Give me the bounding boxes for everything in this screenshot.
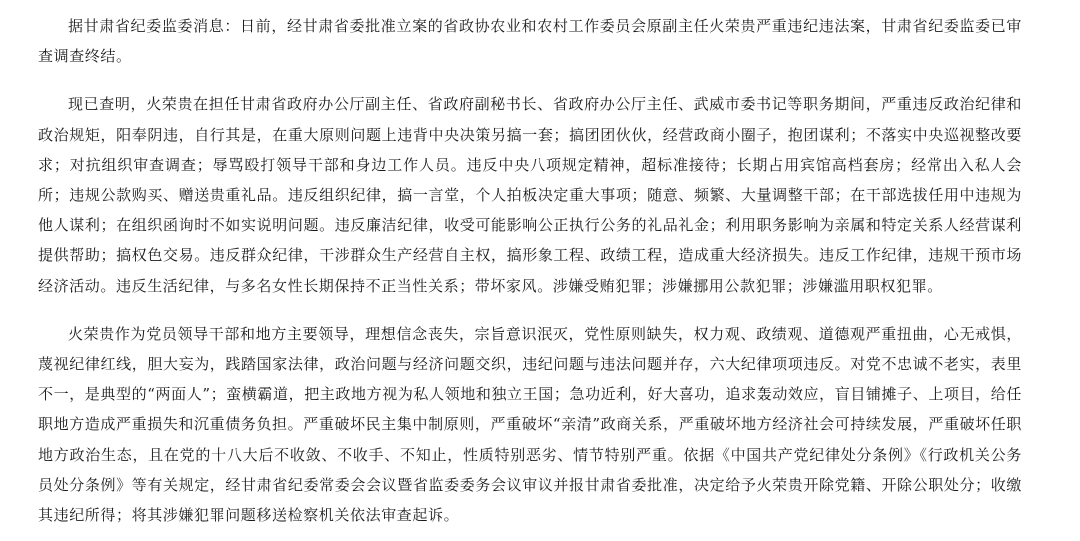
paragraph-decision: 火荣贵作为党员领导干部和地方主要领导，理想信念丧失，宗旨意识泯灭，党性原则缺失，权力观、政绩观、道德观严重扭曲，心无戒惧，蔑视纪律红线，胆大妄为，践踏国家法律，政治问题与经济问题交织，违纪问题与违法问题并存，六大纪律项项违反。对党不忠诚不老实，表里不一，是典型的“两面人”；蛮横霸道，把主政地方视为私人领地和独立王国；急功近利，好大喜功，追求轰动效应，盲目铺摊子、上项目，给任职地方造成严重损失和沉重债务负担。严重破坏民主集中制原则，严重破坏“亲清”政商关系，严重破坏地方经济社会可持续发展，严重破坏任职地方政治生态，且在党的十八大后不收敛、不收手、不知止，性质特别恶劣、情节特别严重。依据《中国共产党纪律处分条例》《行政机关公务员处分条例》等有关规定，经甘肃省纪委常委会会议暨省监委委务会议审议并报甘肃省委批准，决定给予火荣贵开除党籍、开除公职处分；收缴其违纪所得；将其涉嫌犯罪问题移送检察机关依法审查起诉。 [38,324,1022,525]
article-body [38,11,1022,530]
paragraph-intro: 据甘肃省纪委监委消息：日前，经甘肃省委批准立案的省政协农业和农村工作委员会原副主任火荣贵严重违纪违法案，甘肃省纪委监委已审查调查终结。 [38,17,1022,66]
paragraph-findings: 现已查明，火荣贵在担任甘肃省政府办公厅副主任、省政府副秘书长、省政府办公厅主任、武威市委书记等职务期间，严重违反政治纪律和政治规矩，阳奉阴违，自行其是，在重大原则问题上违背中央决策另搞一套；搞团团伙伙，经营政商小圈子，抱团谋利；不落实中央巡视整改要求；对抗组织审查调查；辱骂殴打领导干部和身边工作人员。违反中央八项规定精神，超标准接待；长期占用宾馆高档套房；经常出入私人会所；违规公款购买、赠送贵重礼品。违反组织纪律，搞一言堂，个人拍板决定重大事项；随意、频繁、大量调整干部；在干部选拔任用中违规为他人谋利；在组织函询时不如实说明问题。违反廉洁纪律，收受可能影响公正执行公务的礼品礼金；利用职务影响为亲属和特定关系人经营谋利提供帮助；搞权色交易。违反群众纪律，干涉群众生产经营自主权，搞形象工程、政绩工程，造成重大经济损失。违反工作纪律，违规干预市场经济活动。违反生活纪律，与多名女性长期保持不正当性关系；带坏家风。涉嫌受贿犯罪；涉嫌挪用公款犯罪；涉嫌滥用职权犯罪。 [38,95,1022,295]
